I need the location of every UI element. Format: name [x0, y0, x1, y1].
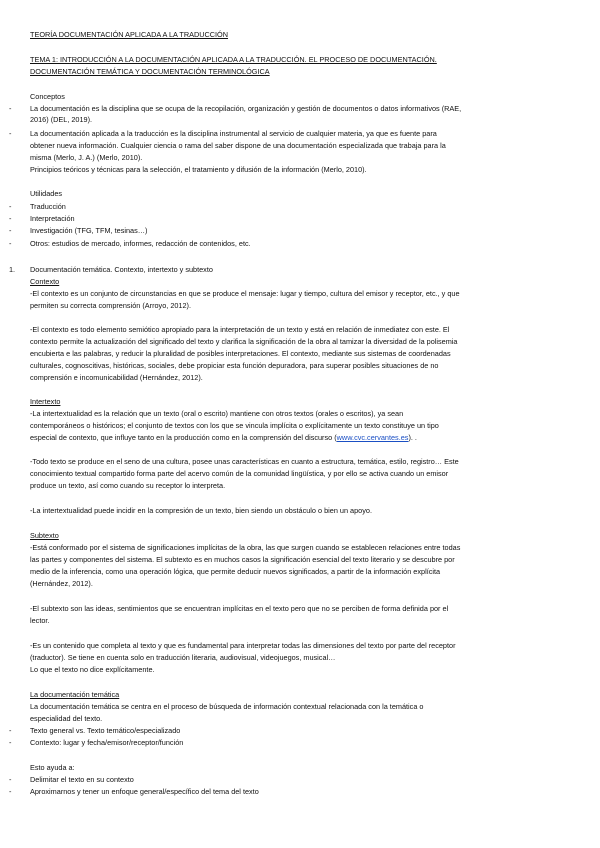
- intertexto-heading: Intertexto: [30, 397, 61, 406]
- intertexto-p3: -La intertextualidad puede incidir en la compresión de un texto, bien siendo un obstáculo o bien un apoyo.: [30, 506, 372, 515]
- subtexto-heading: Subtexto: [30, 531, 59, 540]
- subtexto-p3-line: (traductor). Se tiene en cuenta solo en traducción literaria, audiovisual, videojuegos, musical…: [30, 653, 336, 662]
- conceptos-item-2-line-2: obtener nueva información. Cualquier ciencia o rama del saber dispone de una documentación especializada que trabaja para la: [30, 141, 446, 150]
- subtexto-p1-line: medio de la inferencia, como una operación lógica, que permite deducir nuevos significados, a partir de la información explícita: [30, 567, 441, 576]
- contexto-p2-line: culturales, cognoscitivas, históricas, sociales, debe propiciar esta función depuradora, para superar posibles situaciones de no: [30, 361, 439, 370]
- bullet-marker: -: [9, 202, 12, 211]
- bullet-marker: -: [9, 104, 12, 113]
- utilidades-heading: Utilidades: [30, 189, 63, 198]
- tema-title-line-1: TEMA 1: INTRODUCCIÓN A LA DOCUMENTACIÓN APLICADA A LA TRADUCCIÓN. EL PROCESO DE DOCUMENTACIÓN.: [30, 55, 437, 64]
- conceptos-item-1-line-2: 2016) (DEL, 2019).: [30, 115, 93, 124]
- doc-tematica-heading: La documentación temática: [30, 690, 120, 699]
- conceptos-item-2-line-3: misma (Merlo, J. A.) (Merlo, 2010).: [30, 153, 143, 162]
- cvc-cervantes-link[interactable]: www.cvc.cervantes.es: [336, 433, 409, 442]
- utilidades-item: Investigación (TFG, TFM, tesinas…): [30, 226, 148, 235]
- subtexto-p3-line: -Es un contenido que completa al texto y que es fundamental para interpretar todas las dimensiones del texto por parte del receptor: [30, 641, 456, 650]
- subtexto-p2-line: -El subtexto son las ideas, sentimientos que se encuentran implícitas en el texto pero que no se perciben de forma definida por el: [30, 604, 449, 613]
- contexto-p1-line: -El contexto es un conjunto de circunstancias en que se produce el mensaje: lugar y tiempo, cultura del emisor y receptor, etc., y que: [30, 289, 460, 298]
- subtexto-p3-line: Lo que el texto no dice explícitamente.: [30, 665, 155, 674]
- contexto-p2-line: contexto permite la actualización del significado del texto y clarifica la significación de la obra al tamizar la diversidad de la polisemia: [30, 337, 458, 346]
- bullet-marker: -: [9, 129, 12, 138]
- subtexto-p2-line: lector.: [30, 616, 50, 625]
- utilidades-item: Interpretación: [30, 214, 75, 223]
- intertexto-p2-line: produce un texto, así como cuando su receptor lo interpreta.: [30, 481, 226, 490]
- bullet-marker: -: [9, 738, 12, 747]
- contexto-heading: Contexto: [30, 277, 60, 286]
- subtexto-p1-line: las partes y componentes del sistema. El subtexto es en muchos casos la significación esencial del texto literario y se descubre por: [30, 555, 455, 564]
- intertexto-p1-text: especial de contexto, que influye tanto en la producción como en la comprensión del discurso (: [30, 433, 337, 442]
- bullet-marker: -: [9, 226, 12, 235]
- doc-tematica-item: Contexto: lugar y fecha/emisor/receptor/función: [30, 738, 184, 747]
- intertexto-p1-line: contemporáneos o históricos; el conjunto de textos con los que se vincula implícita o explícitamente un texto constituye un tipo: [30, 421, 439, 430]
- ayuda-item: Aproximarnos y tener un enfoque general/específico del tema del texto: [30, 787, 259, 796]
- doc-tematica-p1-line: La documentación temática se centra en el proceso de búsqueda de información contextual relacionada con la temática o: [30, 702, 424, 711]
- conceptos-heading: Conceptos: [30, 92, 65, 101]
- conceptos-note: Principios teóricos y técnicas para la selección, el tratamiento y difusión de la información (Merlo, 2010).: [30, 165, 367, 174]
- document-title: TEORÍA DOCUMENTACIÓN APLICADA A LA TRADUCCIÓN: [30, 30, 229, 39]
- intertexto-p2-line: conocimiento textual compartido forma parte del acervo común de la comunidad lingüística, y por ello se activa cuando un emisor: [30, 469, 449, 478]
- subtexto-p1-line: (Hernández, 2012).: [30, 579, 93, 588]
- conceptos-item-2-line-1: La documentación aplicada a la traducción es la disciplina instrumental al servicio de cualquier materia, ya que es fuente para: [30, 129, 437, 138]
- section-number: 1.: [9, 265, 16, 274]
- doc-tematica-p1-line: especialidad del texto.: [30, 714, 103, 723]
- intertexto-p2-line: -Todo texto se produce en el seno de una cultura, posee unas características en cuanto a estructura, temática, estilo, registro… Este: [30, 457, 459, 466]
- bullet-marker: -: [9, 726, 12, 735]
- contexto-p1-line: permiten su correcta comprensión (Arroyo, 2012).: [30, 301, 192, 310]
- intertexto-p1-line: -La intertextualidad es la relación que un texto (oral o escrito) mantiene con otros textos (orales o escritos), ya sean: [30, 409, 404, 418]
- ayuda-heading: Esto ayuda a:: [30, 763, 75, 772]
- utilidades-item: Otros: estudios de mercado, informes, redacción de contenidos, etc.: [30, 239, 251, 248]
- utilidades-item: Traducción: [30, 202, 66, 211]
- bullet-marker: -: [9, 214, 12, 223]
- subtexto-p1-line: -Está conformado por el sistema de significaciones implícitas de la obra, las que surgen cuando se establecen relaciones entre todas: [30, 543, 461, 552]
- bullet-marker: -: [9, 787, 12, 796]
- contexto-p2-line: encubierta e las palabras, y reducir la pluralidad de posibles interpretaciones. El contexto, mediante sus sistemas de coordenadas: [30, 349, 451, 358]
- tema-title-line-2: DOCUMENTACIÓN TEMÁTICA Y DOCUMENTACIÓN TERMINOLÓGICA: [30, 67, 270, 76]
- bullet-marker: -: [9, 239, 12, 248]
- doc-tematica-item: Texto general vs. Texto temático/especializado: [30, 726, 181, 735]
- contexto-p2-line: comprensión e incomunicabilidad (Hernández, 2012).: [30, 373, 203, 382]
- contexto-p2-line: -El contexto es todo elemento semiótico apropiado para la interpretación de un texto y está en relación de inmediatez con este. El: [30, 325, 450, 334]
- conceptos-item-1-line-1: La documentación es la disciplina que se ocupa de la recopilación, organización y gestión de documentos o datos informativos (RAE,: [30, 104, 462, 113]
- section-1-title: Documentación temática. Contexto, intertexto y subtexto: [30, 265, 213, 274]
- ayuda-item: Delimitar el texto en su contexto: [30, 775, 134, 784]
- intertexto-p1-tail: ). .: [408, 433, 417, 442]
- intertexto-p1-last-line: [30, 432, 417, 443]
- bullet-marker: -: [9, 775, 12, 784]
